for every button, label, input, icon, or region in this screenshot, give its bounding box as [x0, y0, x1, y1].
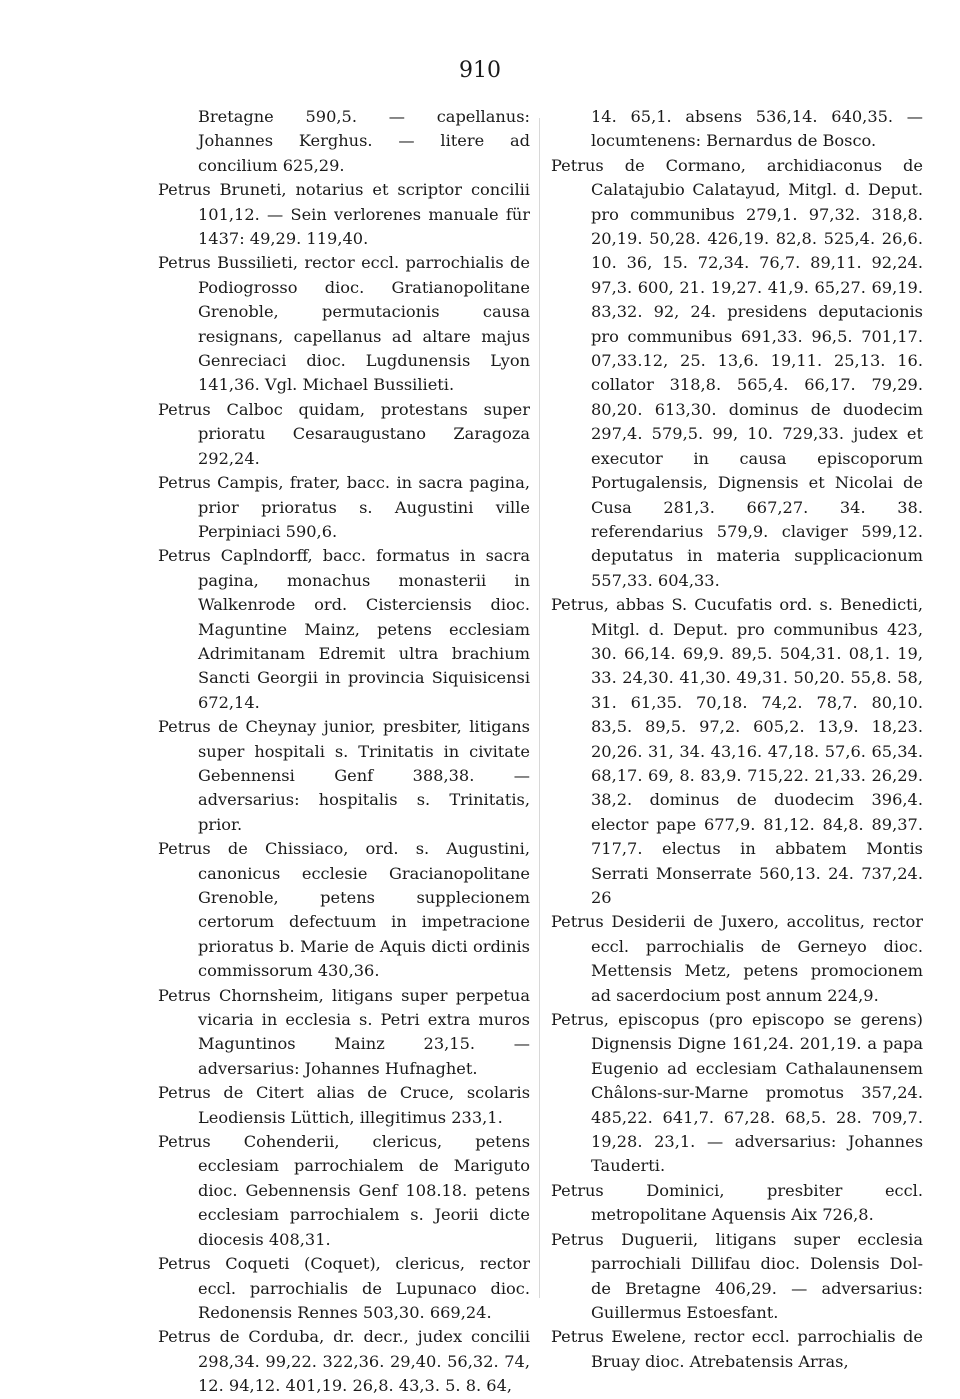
index-entry: Petrus Desiderii de Juxero, accolitus, rector eccl. parrochialis de Gerneyo dioc. Mettensis Metz, petens promocionem ad sacerdocium post annum 224,9. [551, 912, 923, 1005]
right-column [551, 105, 923, 1374]
index-entry: Petrus Campis, frater, bacc. in sacra pagina, prior prioratus s. Augustini ville Perpiniaci 590,6. [158, 473, 530, 541]
index-entry: Petrus Chornsheim, litigans super perpetua vicaria in ecclesia s. Petri extra muros Maguntinos Mainz 23,15. — adversarius: Johannes Hufnaghet. [158, 985, 530, 1078]
index-entry: Petrus de Chissiaco, ord. s. Augustini, canonicus ecclesie Gracianopolitane Grenoble, petens supplecionem certorum defectuum in impetracione prioratus b. Marie de Aquis dicti ordinis commissorum 430,36. [158, 839, 530, 981]
index-entry: Petrus de Cormano, archidiaconus de Calatajubio Calatayud, Mitgl. d. Deput. pro communibus 279,1. 97,32. 318,8. 20,19. 50,28. 426,19. 82,8. 525,4. 26,6. 10. 36, 15. 72,34. 76,7. 89,11. 92,24. 97,3. 600, 21. 19,27. 41,9. 65,27. 69,19. 83,32. 92, 24. presidens deputacionis pro communibus 691,33. 96,5. 701,17. 07,33.12, 25. 13,6. 19,11. 25,13. 16. collator 318,8. 565,4. 66,17. 79,29. 80,20. 613,30. dominus de duodecim 297,4. 579,5. 99, 10. 729,33. judex et executor in causa episcoporum Portugalensis, Dignensis et Nicolai de Cusa 281,3. 667,27. 34. 38. referendarius 579,9. claviger 599,12. deputatus in materia supplicacionum 557,33. 604,33. [551, 155, 923, 590]
index-entry: Bretagne 590,5. — capellanus: Johannes Kerghus. — litere ad concilium 625,29. [198, 107, 530, 175]
index-entry: Petrus Bruneti, notarius et scriptor concilii 101,12. — Sein verlorenes manuale für 1437: 49,29. 119,40. [158, 180, 530, 249]
index-entry: Petrus Cohenderii, clericus, petens ecclesiam parrochialem de Mariguto dioc. Gebennensis Genf 108.18. petens ecclesiam parrochialem s. Jeorii dicte diocesis 408,31. [158, 1132, 530, 1249]
column-divider [539, 118, 540, 1298]
index-entry: Petrus de Cheynay junior, presbiter, litigans super hospitali s. Trinitatis in civitate Gebennensi Genf 388,38. — adversarius: hospitalis s. Trinitatis, prior. [158, 717, 530, 834]
left-column [158, 105, 530, 1399]
index-entry: 14. 65,1. absens 536,14. 640,35. — locumtenens: Bernardus de Bosco. [591, 107, 923, 151]
index-entry: Petrus Duguerii, litigans super ecclesia parrochiali Dillifau dioc. Dolensis Dol-de Bretagne 406,29. — adversarius: Guillermus Estoesfant. [551, 1229, 923, 1322]
index-entry: Petrus de Corduba, dr. decr., judex concilii 298,34. 99,22. 322,36. 29,40. 56,32. 74, 12. 94,12. 401,19. 26,8. 43,3. 5. 8. 64, [158, 1327, 530, 1396]
index-entry: Petrus Bussilieti, rector eccl. parrochialis de Podiogrosso dioc. Gratianopolitane Grenoble, permutacionis causa resignans, capellanus ad altare majus Genreciaci dioc. Lugdunensis Lyon 141,36. Vgl. Michael Bussilieti. [158, 253, 530, 395]
index-entry: Petrus Ewelene, rector eccl. parrochialis de Bruay dioc. Atrebatensis Arras, [551, 1327, 923, 1371]
page-number: 910 [459, 58, 501, 83]
index-entry: Petrus Dominici, presbiter eccl. metropolitane Aquensis Aix 726,8. [551, 1180, 923, 1225]
index-entry: Petrus Caplndorff, bacc. formatus in sacra pagina, monachus monasterii in Walkenrode ord. Cisterciensis dioc. Maguntine Mainz, petens ecclesiam Adrimitanam Edremit ultra brachium Sancti Georgii in provincia Siquisicensi 672,14. [158, 546, 530, 712]
index-entry: Petrus de Citert alias de Cruce, scolaris Leodiensis Lüttich, illegitimus 233,1. [158, 1083, 530, 1127]
index-entry: Petrus, abbas S. Cucufatis ord. s. Benedicti, Mitgl. d. Deput. pro communibus 423, 30. 66,14. 69,9. 89,5. 504,31. 08,1. 19, 33. 24,30. 41,30. 49,31. 50,20. 55,8. 58, 31. 61,35. 70,18. 74,2. 78,7. 80,10. 83,5. 89,5. 97,2. 605,2. 13,9. 18,23. 20,26. 31, 34. 43,16. 47,18. 57,6. 65,34. 68,17. 69, 8. 83,9. 715,22. 21,33. 26,29. 38,2. dominus de duodecim 396,4. elector pape 677,9. 81,12. 84,8. 89,37. 717,7. electus in abbatem Montis Serrati Monserrate 560,13. 24. 737,24. 26 [551, 595, 923, 907]
index-entry: Petrus, episcopus (pro episcopo se gerens) Dignensis Digne 161,24. 201,19. a papa Eugenio ad ecclesiam Cathalaunensem Châlons-sur-Marne promotus 357,24. 485,22. 641,7. 67,28. 68,5. 28. 709,7. 19,28. 23,1. — adversarius: Johannes Tauderti. [551, 1010, 923, 1176]
index-entry: Petrus Coqueti (Coquet), clericus, rector eccl. parrochialis de Lupunaco dioc. Redonensis Rennes 503,30. 669,24. [158, 1254, 530, 1322]
index-entry: Petrus Calboc quidam, protestans super prioratu Cesaraugustano Zaragoza 292,24. [158, 399, 530, 468]
